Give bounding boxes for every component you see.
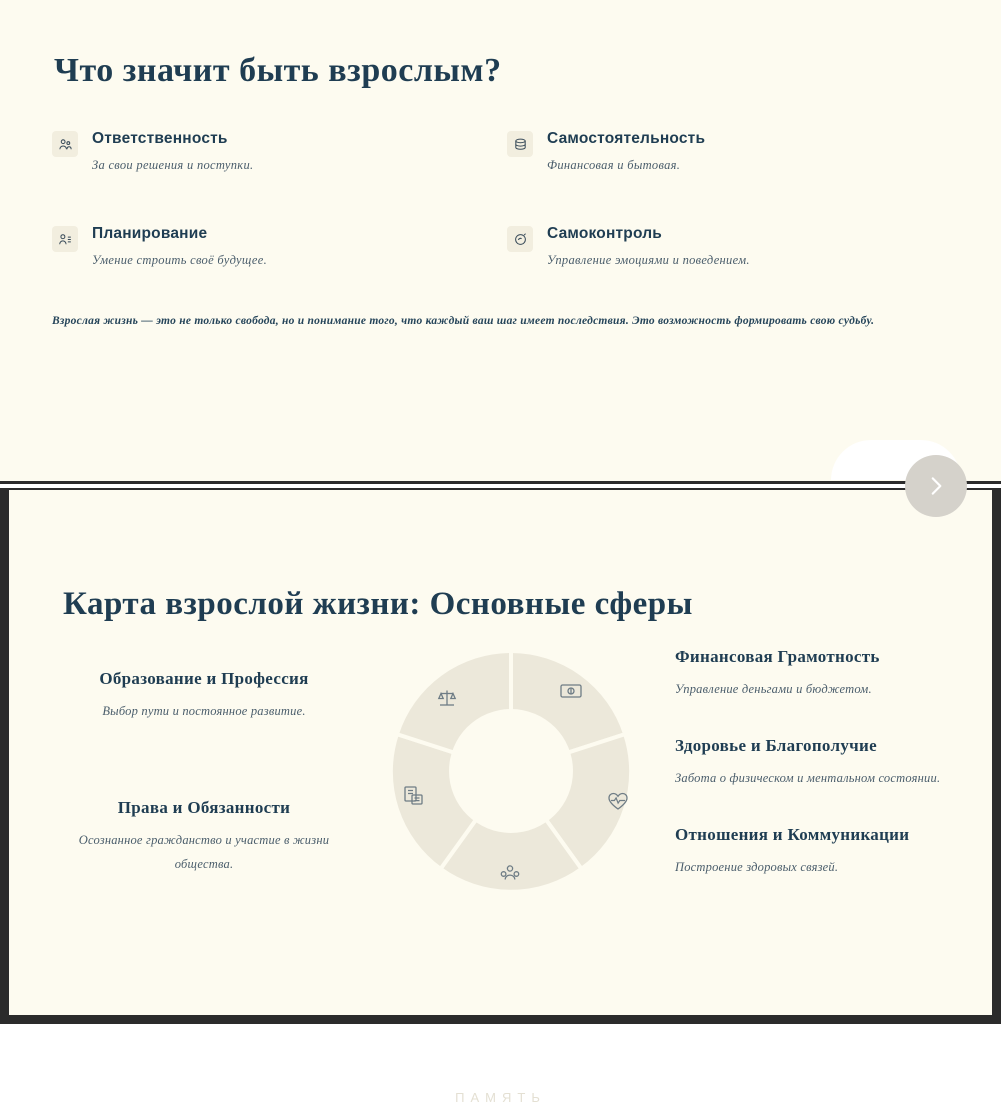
sphere-title: Образование и Профессия — [99, 669, 309, 688]
sphere-title: Финансовая Грамотность — [675, 647, 880, 666]
self-control-icon — [507, 226, 533, 252]
spheres-donut-chart — [377, 637, 645, 905]
sphere-rights — [69, 798, 339, 877]
sphere-health — [675, 736, 975, 791]
next-slide-button[interactable] — [905, 455, 967, 517]
feature-item-planning — [52, 225, 507, 268]
feature-body — [547, 225, 949, 268]
left-spheres-column — [69, 669, 339, 876]
sphere-title: Отношения и Коммуникации — [675, 824, 910, 844]
feature-body — [92, 130, 507, 173]
life-map-area — [55, 647, 946, 977]
right-spheres-column — [675, 647, 975, 913]
slide-life-map — [0, 490, 1001, 1105]
watermark: ПАМЯТЬ — [455, 1090, 546, 1105]
sphere-education — [69, 669, 339, 724]
slide-gap — [0, 484, 1001, 488]
feature-title: Самоконтроль — [547, 225, 663, 242]
feature-item-independence — [507, 130, 949, 173]
sphere-subtitle: Осознанное гражданство и участие в жизни общества. — [78, 832, 330, 871]
summary-note: Взрослая жизнь — это не только свобода, но и понимание того, что каждый ваш шаг имеет последствия. Это возможность формировать свою судьбу. — [52, 315, 875, 327]
slide-what-is-adulthood — [0, 0, 1001, 484]
feature-title: Планирование — [92, 225, 208, 242]
feature-body — [92, 225, 507, 268]
page-title: Что значит быть взрослым? — [54, 52, 502, 89]
feature-grid — [52, 130, 949, 268]
feature-subtitle: Финансовая и бытовая. — [547, 158, 681, 172]
coins-icon — [507, 131, 533, 157]
sphere-title: Здоровье и Благополучие — [675, 735, 877, 755]
feature-subtitle: За свои решения и поступки. — [92, 158, 254, 172]
feature-subtitle: Управление эмоциями и поведением. — [547, 253, 750, 267]
responsibility-icon — [52, 131, 78, 157]
donut-svg — [377, 637, 645, 905]
sphere-financial-literacy — [675, 647, 975, 702]
feature-subtitle: Умение строить своё будущее. — [92, 253, 268, 267]
slide-two-title: Карта взрослой жизни: Основные сферы — [63, 586, 693, 622]
sphere-relationships — [675, 825, 975, 880]
sphere-subtitle: Построение здоровых связей. — [675, 859, 839, 874]
feature-item-self-control — [507, 225, 949, 268]
chevron-right-icon — [923, 473, 949, 499]
sphere-subtitle: Управление деньгами и бюджетом. — [675, 682, 872, 696]
sphere-title: Права и Обязанности — [117, 797, 291, 817]
planning-icon — [52, 226, 78, 252]
feature-title: Самостоятельность — [547, 130, 706, 147]
feature-title: Ответственность — [92, 130, 228, 147]
sphere-subtitle: Забота о физическом и ментальном состоянии. — [675, 770, 941, 785]
feature-item-responsibility — [52, 130, 507, 173]
feature-body — [547, 130, 949, 173]
sphere-subtitle: Выбор пути и постоянное развитие. — [102, 704, 306, 718]
